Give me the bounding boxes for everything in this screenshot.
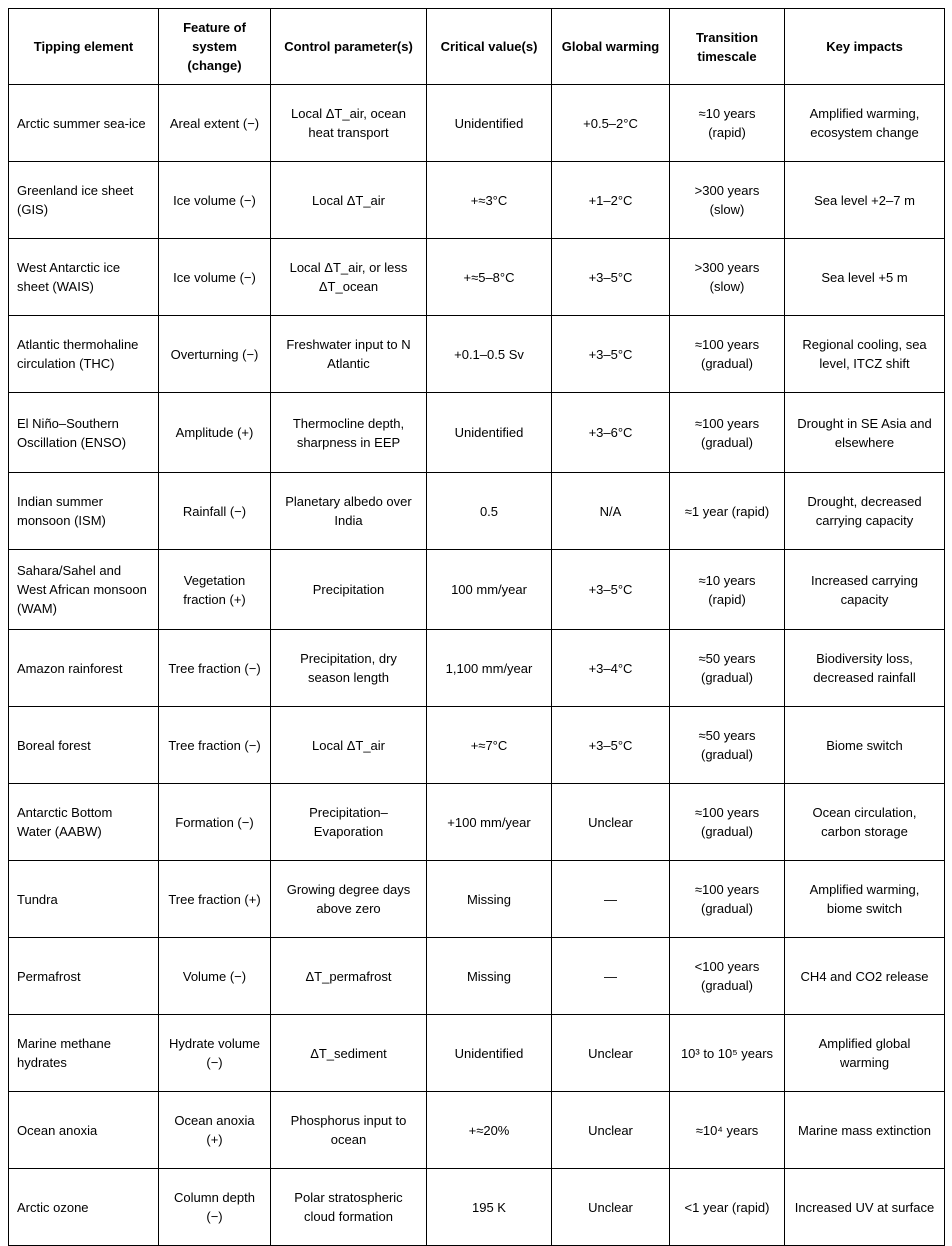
table-row — [9, 162, 945, 239]
cell-tipping-element: Boreal forest — [9, 707, 159, 784]
cell-global-warming: +3–5°C — [552, 239, 670, 316]
table-row — [9, 938, 945, 1015]
cell-tipping-element: Amazon rainforest — [9, 630, 159, 707]
cell-tipping-element: Indian summer monsoon (ISM) — [9, 473, 159, 550]
cell-global-warming: Unclear — [552, 1092, 670, 1169]
cell-feature: Tree fraction (−) — [159, 707, 271, 784]
cell-key-impacts: Increased UV at surface — [785, 1169, 945, 1246]
cell-global-warming: +3–5°C — [552, 707, 670, 784]
header-row — [9, 9, 945, 85]
cell-transition-timescale: <100 years (gradual) — [670, 938, 785, 1015]
cell-feature: Tree fraction (−) — [159, 630, 271, 707]
cell-critical-values: Missing — [427, 938, 552, 1015]
cell-key-impacts: Drought, decreased carrying capacity — [785, 473, 945, 550]
header-feature: Feature of system (change) — [159, 9, 271, 85]
cell-transition-timescale: ≈10⁴ years — [670, 1092, 785, 1169]
table-row — [9, 239, 945, 316]
cell-global-warming: N/A — [552, 473, 670, 550]
cell-feature: Ice volume (−) — [159, 239, 271, 316]
cell-tipping-element: Ocean anoxia — [9, 1092, 159, 1169]
cell-control-parameters: Precipitation, dry season length — [271, 630, 427, 707]
cell-key-impacts: Drought in SE Asia and elsewhere — [785, 393, 945, 473]
table-row — [9, 707, 945, 784]
cell-transition-timescale: ≈1 year (rapid) — [670, 473, 785, 550]
cell-transition-timescale: ≈100 years (gradual) — [670, 784, 785, 861]
cell-critical-values: 100 mm/year — [427, 550, 552, 630]
cell-control-parameters: Growing degree days above zero — [271, 861, 427, 938]
cell-critical-values: +≈3°C — [427, 162, 552, 239]
cell-control-parameters: Thermocline depth, sharpness in EEP — [271, 393, 427, 473]
cell-key-impacts: Marine mass extinction — [785, 1092, 945, 1169]
cell-key-impacts: Increased carrying capacity — [785, 550, 945, 630]
cell-transition-timescale: >300 years (slow) — [670, 239, 785, 316]
table-row — [9, 1015, 945, 1092]
cell-feature: Column depth (−) — [159, 1169, 271, 1246]
cell-feature: Ocean anoxia (+) — [159, 1092, 271, 1169]
cell-transition-timescale: ≈100 years (gradual) — [670, 861, 785, 938]
cell-global-warming: +1–2°C — [552, 162, 670, 239]
cell-key-impacts: Amplified warming, biome switch — [785, 861, 945, 938]
cell-feature: Ice volume (−) — [159, 162, 271, 239]
table-row — [9, 1169, 945, 1246]
cell-critical-values: Missing — [427, 861, 552, 938]
header-control-parameters: Control parameter(s) — [271, 9, 427, 85]
cell-critical-values: +≈7°C — [427, 707, 552, 784]
cell-key-impacts: Sea level +2–7 m — [785, 162, 945, 239]
cell-critical-values: +≈5–8°C — [427, 239, 552, 316]
cell-feature: Rainfall (−) — [159, 473, 271, 550]
cell-control-parameters: ΔT_sediment — [271, 1015, 427, 1092]
cell-key-impacts: Regional cooling, sea level, ITCZ shift — [785, 316, 945, 393]
cell-key-impacts: CH4 and CO2 release — [785, 938, 945, 1015]
cell-feature: Overturning (−) — [159, 316, 271, 393]
cell-tipping-element: Sahara/Sahel and West African monsoon (WAM) — [9, 550, 159, 630]
cell-control-parameters: Local ΔT_air — [271, 707, 427, 784]
table-body — [9, 85, 945, 1246]
table-row — [9, 630, 945, 707]
table-header — [9, 9, 945, 85]
cell-tipping-element: Tundra — [9, 861, 159, 938]
cell-transition-timescale: 10³ to 10⁵ years — [670, 1015, 785, 1092]
header-transition-timescale: Transition timescale — [670, 9, 785, 85]
cell-key-impacts: Sea level +5 m — [785, 239, 945, 316]
cell-critical-values: Unidentified — [427, 1015, 552, 1092]
cell-tipping-element: Permafrost — [9, 938, 159, 1015]
cell-key-impacts: Ocean circulation, carbon storage — [785, 784, 945, 861]
header-tipping-element: Tipping element — [9, 9, 159, 85]
cell-transition-timescale: ≈50 years (gradual) — [670, 630, 785, 707]
cell-transition-timescale: ≈10 years (rapid) — [670, 85, 785, 162]
cell-transition-timescale: ≈50 years (gradual) — [670, 707, 785, 784]
cell-global-warming: — — [552, 938, 670, 1015]
cell-global-warming: +3–5°C — [552, 316, 670, 393]
table-row — [9, 393, 945, 473]
cell-feature: Formation (−) — [159, 784, 271, 861]
header-critical-values: Critical value(s) — [427, 9, 552, 85]
cell-control-parameters: Freshwater input to N Atlantic — [271, 316, 427, 393]
cell-critical-values: 0.5 — [427, 473, 552, 550]
cell-tipping-element: Atlantic thermohaline circulation (THC) — [9, 316, 159, 393]
tipping-elements-table-container — [8, 8, 945, 1246]
cell-transition-timescale: ≈100 years (gradual) — [670, 316, 785, 393]
cell-feature: Amplitude (+) — [159, 393, 271, 473]
cell-control-parameters: Local ΔT_air, ocean heat transport — [271, 85, 427, 162]
table-row — [9, 784, 945, 861]
cell-control-parameters: Local ΔT_air, or less ΔT_ocean — [271, 239, 427, 316]
header-key-impacts: Key impacts — [785, 9, 945, 85]
cell-global-warming: +3–5°C — [552, 550, 670, 630]
cell-tipping-element: West Antarctic ice sheet (WAIS) — [9, 239, 159, 316]
cell-feature: Areal extent (−) — [159, 85, 271, 162]
cell-tipping-element: Arctic summer sea-ice — [9, 85, 159, 162]
cell-key-impacts: Amplified global warming — [785, 1015, 945, 1092]
table-row — [9, 1092, 945, 1169]
cell-tipping-element: Marine methane hydrates — [9, 1015, 159, 1092]
table-row — [9, 316, 945, 393]
cell-critical-values: 195 K — [427, 1169, 552, 1246]
cell-transition-timescale: ≈10 years (rapid) — [670, 550, 785, 630]
cell-critical-values: +0.1–0.5 Sv — [427, 316, 552, 393]
cell-tipping-element: Arctic ozone — [9, 1169, 159, 1246]
cell-global-warming: +3–4°C — [552, 630, 670, 707]
cell-key-impacts: Biodiversity loss, decreased rainfall — [785, 630, 945, 707]
cell-feature: Vegetation fraction (+) — [159, 550, 271, 630]
cell-global-warming: — — [552, 861, 670, 938]
cell-critical-values: +100 mm/year — [427, 784, 552, 861]
cell-critical-values: 1,100 mm/year — [427, 630, 552, 707]
cell-global-warming: Unclear — [552, 784, 670, 861]
cell-tipping-element: Greenland ice sheet (GIS) — [9, 162, 159, 239]
table-row — [9, 550, 945, 630]
cell-control-parameters: Precipitation — [271, 550, 427, 630]
cell-key-impacts: Amplified warming, ecosystem change — [785, 85, 945, 162]
cell-control-parameters: Phosphorus input to ocean — [271, 1092, 427, 1169]
cell-global-warming: Unclear — [552, 1169, 670, 1246]
cell-control-parameters: Polar stratospheric cloud formation — [271, 1169, 427, 1246]
cell-global-warming: +3–6°C — [552, 393, 670, 473]
cell-critical-values: Unidentified — [427, 393, 552, 473]
cell-critical-values: Unidentified — [427, 85, 552, 162]
table-row — [9, 85, 945, 162]
cell-control-parameters: Local ΔT_air — [271, 162, 427, 239]
cell-transition-timescale: <1 year (rapid) — [670, 1169, 785, 1246]
tipping-elements-table — [8, 8, 945, 1246]
table-row — [9, 861, 945, 938]
cell-global-warming: +0.5–2°C — [552, 85, 670, 162]
cell-feature: Hydrate volume (−) — [159, 1015, 271, 1092]
header-global-warming: Global warming — [552, 9, 670, 85]
cell-transition-timescale: ≈100 years (gradual) — [670, 393, 785, 473]
cell-feature: Tree fraction (+) — [159, 861, 271, 938]
cell-critical-values: +≈20% — [427, 1092, 552, 1169]
cell-control-parameters: ΔT_permafrost — [271, 938, 427, 1015]
cell-control-parameters: Planetary albedo over India — [271, 473, 427, 550]
cell-transition-timescale: >300 years (slow) — [670, 162, 785, 239]
cell-feature: Volume (−) — [159, 938, 271, 1015]
cell-key-impacts: Biome switch — [785, 707, 945, 784]
cell-tipping-element: Antarctic Bottom Water (AABW) — [9, 784, 159, 861]
cell-global-warming: Unclear — [552, 1015, 670, 1092]
cell-control-parameters: Precipitation–Evaporation — [271, 784, 427, 861]
cell-tipping-element: El Niño–Southern Oscillation (ENSO) — [9, 393, 159, 473]
table-row — [9, 473, 945, 550]
